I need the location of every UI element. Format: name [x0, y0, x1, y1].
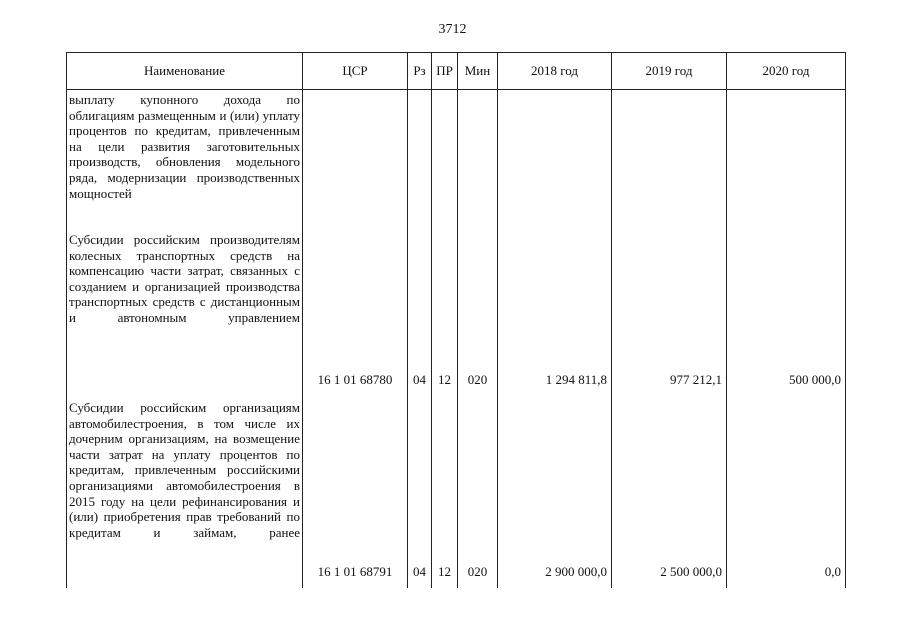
page-number: 3712: [438, 22, 467, 37]
row-name: Субсидии российским организациям автомобилестроения, в том числе их дочерним организациям, на возмещение части затрат на уплату процентов по кредитам, привлеченным российскими организациями автомобилестроения в 2015 году на цели рефинансирования и (или) приобретения прав требований по кредитам и займам, ранее: [67, 390, 303, 588]
row-name: выплату купонного дохода по облигациям размещенным и (или) уплату процентов по кредитам, привлеченным на цели развития заготовительных производств, обновления модельного ряда, модернизации производственных мощностей: [67, 90, 303, 223]
header-pr: ПР: [432, 53, 458, 90]
row-csr: 16 1 01 68791: [303, 390, 408, 588]
row-rz: [408, 90, 432, 223]
row-2020: 500 000,0: [727, 222, 846, 390]
table-row: [67, 390, 846, 588]
row-csr: 16 1 01 68780: [303, 222, 408, 390]
header-min: Мин: [458, 53, 498, 90]
row-2018: 2 900 000,0: [498, 390, 612, 588]
row-2018: 1 294 811,8: [498, 222, 612, 390]
row-2018: [498, 90, 612, 223]
row-min: [458, 90, 498, 223]
row-csr: [303, 90, 408, 223]
row-pr: [432, 90, 458, 223]
row-min: 020: [458, 390, 498, 588]
row-pr: 12: [432, 390, 458, 588]
header-rz: Рз: [408, 53, 432, 90]
header-2018: 2018 год: [498, 53, 612, 90]
row-rz: 04: [408, 390, 432, 588]
row-2019: 977 212,1: [612, 222, 727, 390]
header-2019: 2019 год: [612, 53, 727, 90]
row-2020: [727, 90, 846, 223]
row-2020: 0,0: [727, 390, 846, 588]
header-2020: 2020 год: [727, 53, 846, 90]
row-rz: 04: [408, 222, 432, 390]
table-header-row: [67, 53, 846, 90]
table-row: [67, 222, 846, 390]
row-2019: 2 500 000,0: [612, 390, 727, 588]
budget-table: [66, 52, 846, 588]
header-name: Наименование: [67, 53, 303, 90]
row-pr: 12: [432, 222, 458, 390]
header-csr: ЦСР: [303, 53, 408, 90]
row-min: 020: [458, 222, 498, 390]
row-name: Субсидии российским производителям колесных транспортных средств на компенсацию части затрат, связанных с созданием и организацией производства транспортных средств с дистанционным и автономным управлением: [67, 222, 303, 390]
table-row: [67, 90, 846, 223]
row-2019: [612, 90, 727, 223]
